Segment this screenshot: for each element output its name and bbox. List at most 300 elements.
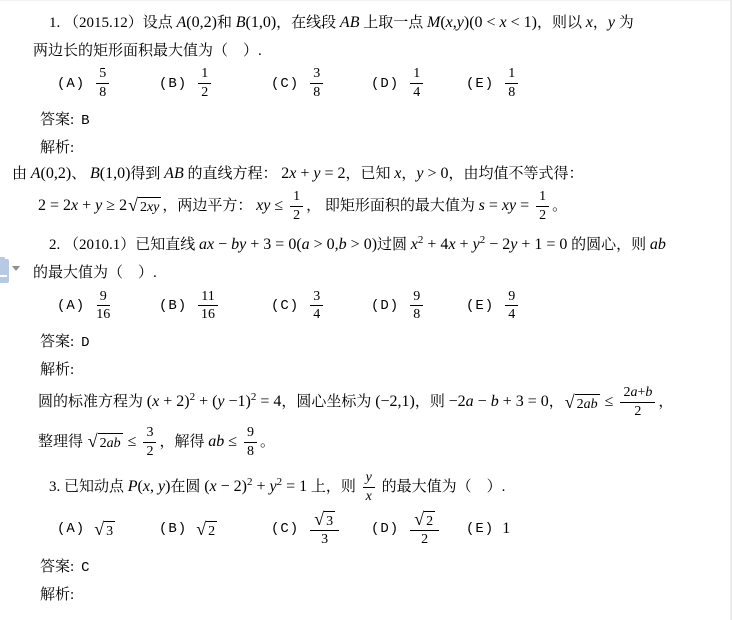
math-literal: 9 <box>413 288 421 304</box>
document-content <box>0 1 730 605</box>
option-label: (A) <box>57 76 86 92</box>
math-variable: x <box>142 478 150 496</box>
problem-stem-line <box>33 13 722 33</box>
text-run: ，已知 <box>345 166 395 182</box>
fraction <box>143 426 156 459</box>
superscript: 2 <box>276 476 283 489</box>
math-variable: A <box>30 165 41 182</box>
math-literal: , <box>452 14 457 31</box>
text-run: 3. 已知动点 <box>49 479 128 496</box>
radicand <box>575 394 600 413</box>
math-literal: ≥ 2 <box>102 197 128 215</box>
text-run: ， <box>658 394 674 411</box>
text-run: ，由均值不等式得： <box>448 166 584 182</box>
math-variable: AB <box>164 165 184 182</box>
superscript: 2 <box>189 391 196 404</box>
option-A <box>57 519 159 539</box>
math-literal: 9 <box>508 288 516 304</box>
fraction-numerator <box>290 190 303 207</box>
option-label: (A) <box>57 298 86 315</box>
math-variable: y <box>472 236 480 254</box>
square-root <box>564 391 600 413</box>
option-label: (E) <box>466 521 495 538</box>
math-literal: + <box>637 385 646 401</box>
fraction <box>505 67 518 100</box>
math-literal: ( <box>204 478 210 496</box>
math-literal: (0,2) <box>40 165 72 182</box>
option-value <box>307 508 342 548</box>
option-C <box>271 290 371 323</box>
text-run: ，两边平方： <box>162 198 257 215</box>
fraction <box>536 190 549 223</box>
math-variable: y <box>607 14 616 31</box>
math-variable: y <box>269 478 277 496</box>
math-literal: 2 <box>623 385 631 401</box>
fraction <box>198 67 211 100</box>
math-literal: − 2 <box>485 236 511 254</box>
math-variable: ax <box>199 236 215 254</box>
math-literal: 2 <box>201 84 209 100</box>
math-variable: b <box>645 385 653 401</box>
fraction-denominator <box>508 84 515 101</box>
math-literal: −1) <box>224 393 251 411</box>
fraction-numerator <box>363 471 375 488</box>
math-variable: P <box>127 478 138 496</box>
answer-line <box>33 332 722 353</box>
text-run: 上，则 <box>307 479 360 496</box>
fraction-numerator <box>96 67 109 84</box>
math-variable: by <box>231 236 247 254</box>
text-run: 、 <box>71 166 90 182</box>
fraction-numerator <box>410 508 439 532</box>
math-variable: x <box>289 165 297 182</box>
option-value <box>407 290 426 323</box>
math-literal: + 2) <box>159 393 190 411</box>
math-literal: 2 <box>576 396 584 412</box>
text-run: ，解得 <box>159 434 209 451</box>
math-variable: y <box>510 236 518 254</box>
math-literal: = 4 <box>256 393 282 411</box>
superscript: 2 <box>246 476 253 489</box>
text-run: 和 <box>216 15 236 31</box>
options-row <box>33 289 722 323</box>
option-label: (D) <box>371 76 400 92</box>
math-literal: 4 <box>313 307 321 323</box>
text-run: 的最大值为（ ）. <box>33 265 157 282</box>
math-literal: 1 <box>502 520 511 538</box>
math-literal: )(0 < <box>463 14 500 31</box>
analysis-label: 解析: <box>40 140 75 156</box>
text-run: 整理得 <box>38 434 87 451</box>
fraction-numerator <box>310 290 323 307</box>
math-literal: (−2,1) <box>375 393 415 411</box>
fraction-denominator <box>96 306 110 323</box>
math-literal: 16 <box>96 307 111 323</box>
math-literal: 8 <box>99 84 107 100</box>
math-variable: ab <box>583 396 598 412</box>
option-label: (D) <box>371 521 400 538</box>
math-literal: , <box>149 478 158 496</box>
math-variable: x <box>410 236 418 254</box>
analysis-line <box>12 164 722 184</box>
math-variable: B <box>235 14 246 31</box>
math-literal: 3 <box>321 532 329 548</box>
fraction <box>244 426 257 459</box>
option-label: (C) <box>271 521 300 538</box>
option-value <box>502 67 521 100</box>
text-run: 过圆 <box>377 237 411 254</box>
math-variable: x <box>152 393 160 411</box>
fraction <box>410 508 439 548</box>
math-literal: 2 <box>99 436 107 452</box>
analysis-label: 解析: <box>40 587 75 603</box>
text-run: 得到 <box>130 166 165 182</box>
text-run: ， <box>548 394 564 411</box>
math-literal: 4 <box>413 84 421 100</box>
option-value <box>407 67 426 100</box>
math-literal: 2 <box>139 200 147 216</box>
fraction <box>198 290 217 323</box>
math-variable: a <box>465 393 474 411</box>
fraction-denominator <box>421 531 428 548</box>
text-run: 由 <box>12 166 31 182</box>
text-run: ，则 <box>414 394 449 411</box>
radicand <box>138 197 161 216</box>
math-literal: 11 <box>201 288 215 304</box>
math-variable: b <box>490 393 499 411</box>
math-literal: 1 <box>539 189 547 204</box>
fraction-numerator <box>505 67 518 84</box>
math-literal: = 1 <box>282 478 308 496</box>
text-run: 为 <box>615 15 634 31</box>
superscript: 2 <box>479 234 486 247</box>
fraction <box>310 290 323 323</box>
text-run: ， <box>592 15 608 31</box>
radical-sign-icon: √ <box>564 391 575 412</box>
text-run: 。 <box>259 434 275 451</box>
math-variable: x <box>448 236 456 254</box>
answer-line <box>33 557 722 578</box>
option-value <box>195 67 214 100</box>
radicand <box>324 511 335 530</box>
analysis-line <box>33 190 722 223</box>
fraction <box>96 290 110 323</box>
answer-value: B <box>81 113 90 129</box>
fraction-numerator <box>97 290 110 307</box>
option-value <box>407 508 442 548</box>
paste-options-button[interactable] <box>0 257 26 287</box>
fraction-numerator <box>410 67 423 84</box>
fraction <box>505 290 518 323</box>
math-literal: − <box>473 393 491 411</box>
square-root <box>94 518 115 540</box>
math-variable: y <box>217 393 225 411</box>
math-literal: + <box>252 478 270 496</box>
text-run: 在圆 <box>170 479 205 496</box>
answer-label: 答案: <box>40 334 75 351</box>
math-literal: 2 <box>293 207 301 223</box>
option-C <box>271 67 371 100</box>
math-variable: x <box>365 489 372 504</box>
math-literal: ≤ <box>123 433 141 451</box>
option-D <box>371 290 466 323</box>
math-literal: = <box>516 197 534 215</box>
options-row <box>33 67 722 101</box>
math-literal: + ( <box>195 393 218 411</box>
math-variable: y <box>416 165 424 182</box>
math-literal: (0,2) <box>186 14 217 31</box>
math-variable: B <box>89 165 100 182</box>
math-literal: + <box>296 165 314 182</box>
math-variable: xy <box>146 200 160 216</box>
text-run: 。 <box>552 198 568 215</box>
math-literal: 3 <box>313 66 321 82</box>
math-variable: y <box>157 478 166 496</box>
math-literal: + 4 <box>423 236 449 254</box>
option-A <box>57 290 159 323</box>
option-B <box>159 519 271 539</box>
answer-label: 答案: <box>40 112 75 128</box>
square-root <box>314 508 335 530</box>
math-literal: 2 <box>208 523 216 539</box>
option-D <box>371 67 466 100</box>
radicand <box>424 511 435 530</box>
math-variable: x <box>445 14 453 31</box>
radical-sign-icon: √ <box>128 195 138 216</box>
option-value <box>502 290 521 323</box>
superscript: 2 <box>417 234 424 247</box>
math-variable: y <box>456 14 464 31</box>
clipboard-icon <box>0 259 9 283</box>
option-label: (A) <box>57 521 86 538</box>
math-literal: (1,0) <box>245 14 277 31</box>
fraction-denominator <box>247 443 254 460</box>
chevron-down-icon <box>12 266 20 271</box>
math-literal: 1 <box>508 66 516 82</box>
math-variable: y <box>365 470 372 486</box>
math-literal: 16 <box>200 307 215 323</box>
fraction <box>410 290 423 323</box>
fraction-numerator <box>143 426 156 443</box>
fraction-denominator <box>321 531 328 548</box>
fraction <box>310 508 339 548</box>
fraction <box>363 471 375 504</box>
math-literal: 3 <box>313 288 321 304</box>
fraction-numerator <box>620 386 655 403</box>
text-run: ，在线段 <box>276 15 340 31</box>
math-variable: AB <box>339 14 360 31</box>
fraction-numerator <box>505 290 518 307</box>
option-E <box>466 519 510 539</box>
fraction <box>620 386 655 419</box>
math-literal: + 3 = 0( <box>246 236 302 254</box>
option-label: (B) <box>159 76 188 92</box>
math-literal: 2 <box>426 513 434 529</box>
math-literal: 8 <box>508 84 516 100</box>
text-run: 上取一点 <box>359 15 427 31</box>
math-variable: A <box>176 14 187 31</box>
radicand <box>104 521 115 540</box>
option-E <box>466 67 521 100</box>
fraction-denominator <box>201 306 215 323</box>
fraction-numerator <box>244 426 257 443</box>
math-literal: 2 <box>146 443 154 459</box>
math-literal: −2 <box>448 393 466 411</box>
problem-stem-line <box>33 41 722 61</box>
math-variable: x <box>394 165 402 182</box>
math-literal: (1,0) <box>99 165 131 182</box>
radical-sign-icon: √ <box>414 508 425 529</box>
math-literal: 5 <box>99 66 107 82</box>
text-run: 2. （2010.1）已知直线 <box>49 237 200 254</box>
square-root <box>414 508 435 530</box>
math-variable: ab <box>649 236 666 254</box>
text-run: 的圆心，则 <box>567 237 650 254</box>
option-E <box>466 290 521 323</box>
radical-sign-icon: √ <box>94 518 105 539</box>
fraction <box>310 67 323 100</box>
fraction <box>410 67 423 100</box>
math-literal: ( <box>440 14 446 31</box>
math-literal: 2 <box>281 165 290 182</box>
math-variable: x <box>585 14 593 31</box>
fraction-denominator <box>508 306 515 323</box>
radicand <box>206 521 217 540</box>
option-value <box>502 519 510 539</box>
analysis-line <box>33 426 722 459</box>
math-literal: + 3 = 0 <box>498 393 549 411</box>
option-value <box>307 290 326 323</box>
fraction-numerator <box>410 290 423 307</box>
option-value <box>195 290 220 323</box>
math-literal: ( <box>137 478 143 496</box>
radical-sign-icon: √ <box>314 508 325 529</box>
math-literal: = <box>484 197 502 215</box>
option-label: (C) <box>271 298 300 315</box>
problem-stem-line <box>33 235 722 255</box>
math-literal: 3 <box>106 523 114 539</box>
option-A <box>57 67 159 100</box>
math-literal: 8 <box>413 307 421 323</box>
math-literal: ≤ <box>224 433 241 451</box>
text-run: 的最大值为（ ）. <box>377 479 506 496</box>
math-variable: x <box>71 197 79 215</box>
fraction-denominator <box>413 306 420 323</box>
math-literal: 2 <box>539 207 547 223</box>
option-value <box>93 67 112 100</box>
answer-value: D <box>81 335 90 352</box>
text-run: ， 即矩形面积的最大值为 <box>306 198 479 215</box>
math-literal: ) <box>165 478 171 496</box>
square-root <box>128 197 161 216</box>
math-literal: 2 = 2 <box>38 197 72 215</box>
math-variable: x <box>499 14 507 31</box>
fraction <box>290 190 303 223</box>
fraction-denominator <box>313 84 320 101</box>
fraction-denominator <box>413 84 420 101</box>
math-literal: 9 <box>99 288 107 304</box>
fraction-denominator <box>366 488 372 505</box>
math-literal: 3 <box>146 424 154 440</box>
analysis-label: 解析: <box>40 362 75 379</box>
math-literal: 1 <box>293 189 301 204</box>
math-literal: 1 <box>201 66 209 82</box>
math-literal: = 2 <box>320 165 346 182</box>
math-literal: 8 <box>246 443 254 459</box>
math-literal: − 2) <box>216 478 247 496</box>
option-label: (D) <box>371 298 400 315</box>
math-literal: 3 <box>326 513 334 529</box>
problem-stem-line <box>33 471 722 504</box>
math-variable: y <box>313 165 321 182</box>
math-literal: + <box>455 236 473 254</box>
math-variable: xy <box>256 197 271 215</box>
math-variable: b <box>338 236 347 254</box>
radical-sign-icon: √ <box>87 431 98 452</box>
fraction-denominator <box>201 84 208 101</box>
superscript: 2 <box>250 391 257 404</box>
math-variable: ab <box>106 436 121 452</box>
option-label: (B) <box>159 521 188 538</box>
option-B <box>159 67 271 100</box>
math-literal: 2 <box>634 404 642 420</box>
math-variable: ab <box>208 433 225 451</box>
math-variable: a <box>301 236 310 254</box>
math-literal: − <box>214 236 232 254</box>
math-variable: s <box>478 197 485 215</box>
text-run: 两边长的矩形面积最大值为（ ）. <box>33 43 262 59</box>
math-variable: y <box>95 197 103 215</box>
math-variable: x <box>209 478 217 496</box>
text-run: 1. （2015.12）设点 <box>49 15 177 31</box>
math-literal: < 1) <box>506 14 538 31</box>
text-run: ，则以 <box>537 15 586 31</box>
fraction-denominator <box>99 84 106 101</box>
fraction-denominator <box>293 207 300 224</box>
option-label: (B) <box>159 298 188 315</box>
fraction-numerator <box>536 190 549 207</box>
answer-line <box>33 110 722 131</box>
math-variable: a <box>630 385 638 401</box>
math-literal: + 1 = 0 <box>517 236 568 254</box>
text-run: ， <box>401 166 417 182</box>
fraction-numerator <box>310 67 323 84</box>
fraction-numerator <box>198 67 211 84</box>
radicand <box>98 433 123 452</box>
option-label: (C) <box>271 76 300 92</box>
option-value <box>307 67 326 100</box>
option-value <box>195 519 218 539</box>
text-run: 圆的标准方程为 <box>38 394 147 411</box>
fraction-denominator <box>313 306 320 323</box>
math-literal: 8 <box>313 84 321 100</box>
options-row <box>33 508 722 548</box>
text-run: ，圆心坐标为 <box>281 394 376 411</box>
math-literal: > 0 <box>423 165 449 182</box>
math-literal: > 0) <box>346 236 378 254</box>
math-literal: 1 <box>413 66 421 82</box>
text-run: 的直线方程： <box>183 166 282 182</box>
math-literal: 9 <box>246 424 254 440</box>
math-literal: ≤ <box>600 393 618 411</box>
option-C <box>271 508 371 548</box>
math-literal: ( <box>146 393 153 411</box>
fraction-denominator <box>634 403 641 420</box>
math-literal: 4 <box>508 307 516 323</box>
option-B <box>159 290 271 323</box>
math-variable: M <box>426 14 441 31</box>
math-variable: xy <box>501 197 517 215</box>
